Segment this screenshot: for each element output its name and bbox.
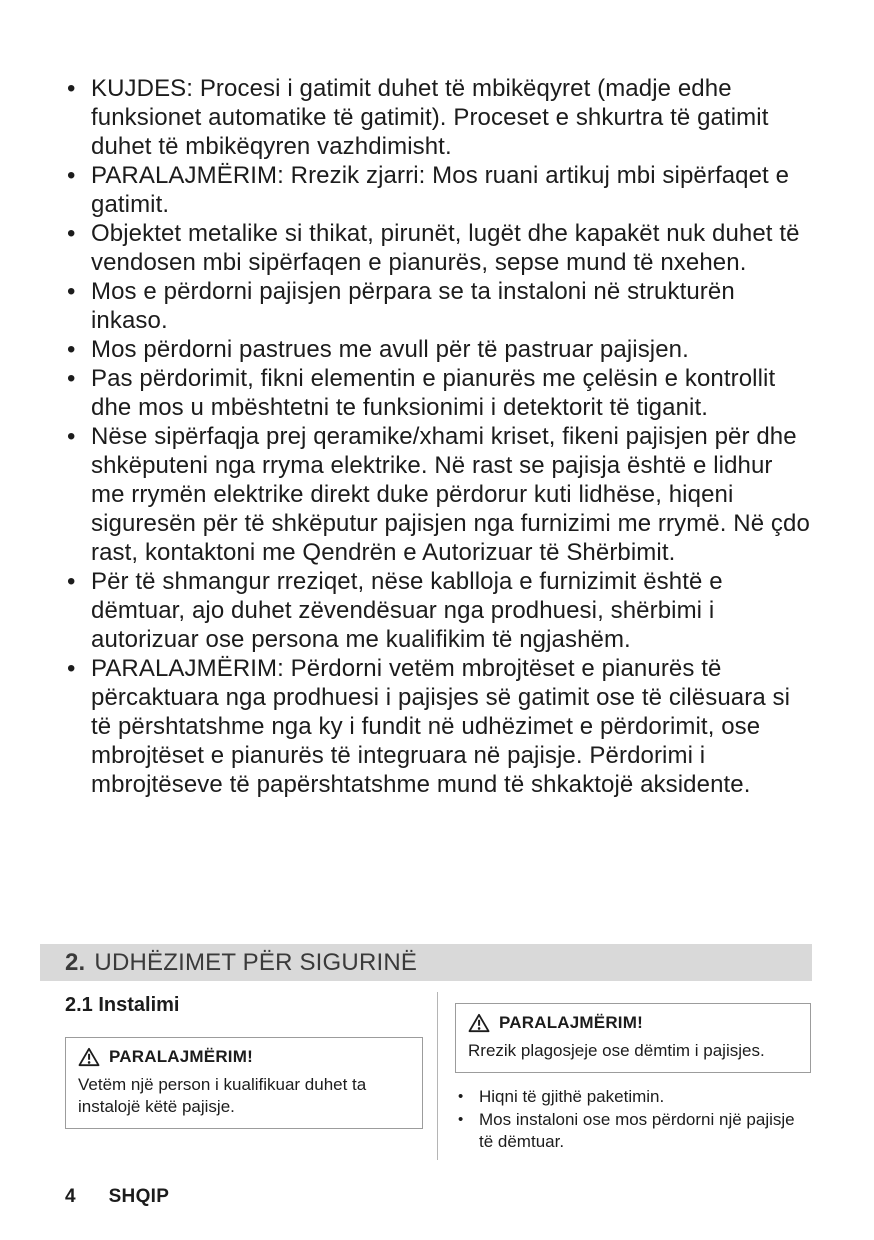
warning-triangle-icon — [468, 1013, 490, 1033]
safety-warning-item: • Objektet metalike si thikat, pirunët, lugët dhe kapakët nuk duhet të vendosen mbi sipërfaqen e pianurës, sepse mund të nxehen. — [65, 219, 811, 277]
safety-warning-item: • Mos e përdorni pajisjen përpara se ta instaloni në strukturën inkaso. — [65, 277, 811, 335]
safety-warning-item: • PARALAJMËRIM: Përdorni vetëm mbrojtëset e pianurës të përcaktuara nga prodhuesi i pajisjes së gatimit ose të cilësuara si të përshtatshme nga ky i fundit në udhëzimet e përdorimit, ose mbrojtëset e pianurës të integruara në pajisje. Përdorimi i mbrojtëseve të papërshtatshme mund të shkaktojë aksidente. — [65, 654, 811, 799]
installation-column — [65, 992, 423, 1160]
language-label: SHQIP — [108, 1186, 170, 1207]
warning-box-header — [468, 1013, 798, 1033]
instruction-item: • Mos instaloni ose mos përdorni një pajisje të dëmtuar. — [458, 1109, 811, 1153]
subsection-title: 2.1 Instalimi — [65, 994, 180, 1016]
safety-warning-item: • Mos përdorni pastrues me avull për të pastruar pajisjen. — [65, 335, 811, 364]
safety-warning-item: • PARALAJMËRIM: Rrezik zjarri: Mos ruani artikuj mbi sipërfaqet e gatimit. — [65, 161, 811, 219]
safety-warning-item: • Pas përdorimit, fikni elementin e pianurës me çelësin e kontrollit dhe mos u mbështetni te funksionimi i detektorit të tiganit. — [65, 364, 811, 422]
warning-text: Vetëm një person i kualifikuar duhet ta instalojë këtë pajisje. — [78, 1075, 367, 1116]
safety-warnings-list — [65, 74, 811, 799]
warning-title: PARALAJMËRIM! — [109, 1047, 253, 1066]
instruction-item: • Hiqni të gjithë paketimin. — [458, 1086, 811, 1108]
warning-text: Rrezik plagosjeje ose dëmtim i pajisjes. — [468, 1041, 765, 1060]
section-title: UDHËZIMET PËR SIGURINË — [94, 948, 418, 976]
column-divider — [437, 992, 438, 1160]
two-column-area — [65, 992, 811, 1160]
right-column — [455, 992, 811, 1160]
page-footer — [65, 1186, 169, 1208]
instructions-list — [455, 1086, 811, 1153]
warning-title: PARALAJMËRIM! — [499, 1013, 643, 1032]
safety-warning-item: • KUJDES: Procesi i gatimit duhet të mbikëqyret (madje edhe funksionet automatike të gatimit). Proceset e shkurtra të gatimit duhet të mbikëqyren vazhdimisht. — [65, 74, 811, 161]
safety-warning-item: • Nëse sipërfaqja prej qeramike/xhami kriset, fikeni pajisjen për dhe shkëputeni nga rryma elektrike. Në rast se pajisja është e lidhur me rrymën elektrike direkt duke përdorur kuti lidhëse, hiqeni siguresën për të shkëputur pajisjen nga furnizimi me rrymë. Në çdo rast, kontaktoni me Qendrën e Autorizuar të Shërbimit. — [65, 422, 811, 567]
warning-box-header — [78, 1047, 410, 1067]
warning-box-damage — [455, 1003, 811, 1073]
safety-warning-item: • Për të shmangur rreziqet, nëse kablloja e furnizimit është e dëmtuar, ajo duhet zëvendësuar nga prodhuesi, shërbimi i autorizuar ose persona me kualifikim të ngjashëm. — [65, 567, 811, 654]
section-number: 2. — [65, 948, 86, 976]
warning-box-installation — [65, 1037, 423, 1129]
section-header — [40, 944, 812, 981]
warning-triangle-icon — [78, 1047, 100, 1067]
page-number: 4 — [65, 1186, 76, 1207]
